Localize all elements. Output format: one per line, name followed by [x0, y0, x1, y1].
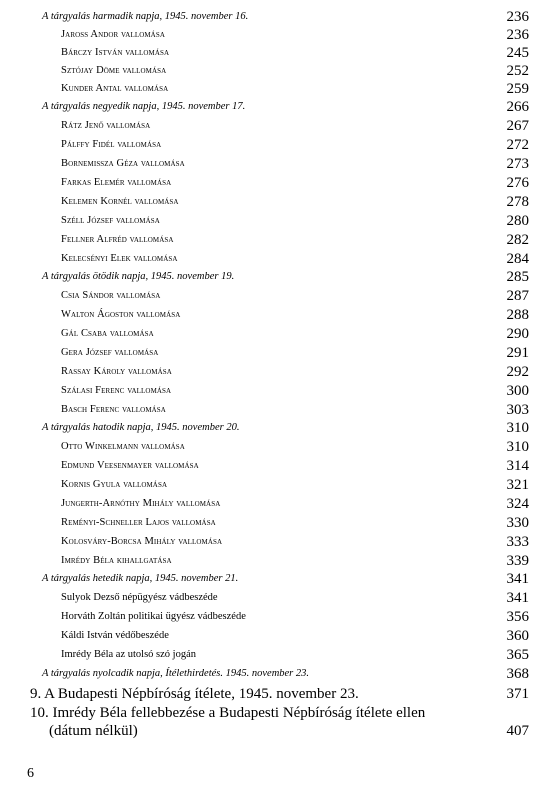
toc-entry	[0, 136, 552, 154]
entry-title: Gera József vallomása	[61, 347, 159, 358]
entry-title: Pálffy Fidél vallomása	[61, 139, 162, 150]
entry-page-number: 287	[506, 288, 529, 304]
entry-page-number: 314	[506, 458, 529, 474]
entry-title: 9. A Budapesti Népbíróság ítélete, 1945. november 23.	[30, 686, 359, 702]
entry-page-number: 291	[506, 345, 529, 361]
entry-title: A tárgyalás hetedik napja, 1945. november 21.	[42, 573, 239, 584]
entry-page-number: 310	[506, 439, 529, 455]
entry-page-number: 272	[506, 137, 529, 153]
entry-page-number: 339	[506, 553, 529, 569]
toc-entry	[0, 44, 552, 62]
entry-page-number: 245	[506, 45, 529, 61]
entry-page-number: 288	[506, 307, 529, 323]
entry-page-number: 267	[506, 118, 529, 134]
entry-page-number: 290	[506, 326, 529, 342]
entry-page-number: 282	[506, 232, 529, 248]
entry-title: Farkas Elemér vallomása	[61, 177, 172, 188]
entry-title: Imrédy Béla az utolsó szó jogán	[61, 649, 197, 660]
entry-title: Imrédy Béla kihallgatása	[61, 555, 172, 566]
entry-title: Bárczy István vallomása	[61, 47, 170, 58]
toc-entry	[0, 533, 552, 551]
entry-page-number: 321	[506, 477, 529, 493]
entry-page-number: 285	[506, 269, 529, 285]
entry-page-number: 356	[506, 609, 529, 625]
toc-entry	[0, 287, 552, 305]
toc-entry	[0, 212, 552, 230]
entry-title: Jungerth-Arnóthy Mihály vallomása	[61, 498, 221, 509]
entry-title: Bornemissza Géza vallomása	[61, 158, 185, 169]
entry-title: (dátum nélkül)	[49, 723, 138, 739]
entry-page-number: 310	[506, 420, 529, 436]
entry-page-number: 333	[506, 534, 529, 550]
toc-entry	[0, 250, 552, 268]
entry-title: Kunder Antal vallomása	[61, 83, 169, 94]
entry-title: Káldi István védőbeszéde	[61, 630, 169, 641]
toc-entry	[0, 704, 552, 722]
entry-title: Szálasi Ferenc vallomása	[61, 385, 172, 396]
entry-page-number: 330	[506, 515, 529, 531]
entry-page-number: 273	[506, 156, 529, 172]
entry-page-number: 365	[506, 647, 529, 663]
toc-entry	[0, 552, 552, 570]
entry-page-number: 276	[506, 175, 529, 191]
entry-title: A tárgyalás negyedik napja, 1945. november 17.	[42, 101, 246, 112]
toc-entry	[0, 589, 552, 607]
toc-entry	[0, 457, 552, 475]
entry-title: Széll József vallomása	[61, 215, 160, 226]
entry-page-number: 236	[506, 27, 529, 43]
entry-title: Sulyok Dezső népügyész vádbeszéde	[61, 592, 218, 603]
toc-entry	[0, 570, 552, 588]
entry-title: Kornis Gyula vallomása	[61, 479, 168, 490]
entry-title: Walton Ágoston vallomása	[61, 309, 181, 320]
toc-entry	[0, 722, 552, 740]
toc-entry	[0, 231, 552, 249]
entry-title: Otto Winkelmann vallomása	[61, 441, 185, 452]
entry-title: Reményi-Schneller Lajos vallomása	[61, 517, 216, 528]
page-number: 6	[27, 766, 34, 781]
entry-page-number: 252	[506, 63, 529, 79]
entry-page-number: 341	[506, 590, 529, 606]
entry-title: Kolosváry-Borcsa Mihály vallomása	[61, 536, 223, 547]
entry-page-number: 236	[506, 9, 529, 25]
toc-entry	[0, 495, 552, 513]
entry-title: A tárgyalás nyolcadik napja, Ítélethirdetés. 1945. november 23.	[42, 668, 310, 679]
entry-title: Kelecsényi Elek vallomása	[61, 253, 178, 264]
entry-title: Gál Csaba vallomása	[61, 328, 154, 339]
entry-title: Rátz Jenő vallomása	[61, 120, 151, 131]
entry-title: Csia Sándor vallomása	[61, 290, 161, 301]
toc-entry	[0, 438, 552, 456]
entry-page-number: 259	[506, 81, 529, 97]
entry-title: Fellner Alfréd vallomása	[61, 234, 174, 245]
toc-entry	[0, 98, 552, 116]
toc-entry	[0, 401, 552, 419]
toc-entry	[0, 268, 552, 286]
entry-title: A tárgyalás harmadik napja, 1945. november 16.	[42, 11, 249, 22]
toc-entry	[0, 8, 552, 26]
entry-title: Edmund Veesenmayer vallomása	[61, 460, 199, 471]
toc-entry	[0, 325, 552, 343]
entry-page-number: 341	[506, 571, 529, 587]
entry-page-number: 371	[506, 686, 529, 702]
toc-entry	[0, 363, 552, 381]
entry-page-number: 324	[506, 496, 529, 512]
entry-page-number: 284	[506, 251, 529, 267]
toc-entry	[0, 62, 552, 80]
entry-title: A tárgyalás hatodik napja, 1945. november 20.	[42, 422, 240, 433]
entry-title: A tárgyalás ötödik napja, 1945. november 19.	[42, 271, 235, 282]
toc-entry	[0, 419, 552, 437]
toc-entry	[0, 344, 552, 362]
toc-entry	[0, 382, 552, 400]
toc-entry	[0, 665, 552, 683]
entry-title: 10. Imrédy Béla fellebbezése a Budapesti Népbíróság ítélete ellen	[30, 705, 426, 721]
toc-entry	[0, 117, 552, 135]
entry-title: Horváth Zoltán politikai ügyész vádbeszéde	[61, 611, 246, 622]
entry-page-number: 266	[506, 99, 529, 115]
toc-entry	[0, 646, 552, 664]
toc-entry	[0, 306, 552, 324]
entry-page-number: 278	[506, 194, 529, 210]
entry-title: Basch Ferenc vallomása	[61, 404, 166, 415]
entry-page-number: 368	[506, 666, 529, 682]
toc-entry	[0, 685, 552, 703]
toc-entry	[0, 627, 552, 645]
toc-entry	[0, 174, 552, 192]
toc-entry	[0, 476, 552, 494]
toc-entry	[0, 193, 552, 211]
entry-page-number: 300	[506, 383, 529, 399]
toc-entry	[0, 155, 552, 173]
toc-entry	[0, 80, 552, 98]
toc-entry	[0, 514, 552, 532]
toc-entry	[0, 26, 552, 44]
entry-title: Rassay Károly vallomása	[61, 366, 172, 377]
entry-page-number: 292	[506, 364, 529, 380]
entry-title: Sztójay Döme vallomása	[61, 65, 167, 76]
entry-title: Kelemen Kornél vallomása	[61, 196, 179, 207]
entry-page-number: 407	[506, 723, 529, 739]
entry-page-number: 303	[506, 402, 529, 418]
entry-page-number: 280	[506, 213, 529, 229]
entry-title: Jaross Andor vallomása	[61, 29, 165, 40]
toc-entry	[0, 608, 552, 626]
entry-page-number: 360	[506, 628, 529, 644]
